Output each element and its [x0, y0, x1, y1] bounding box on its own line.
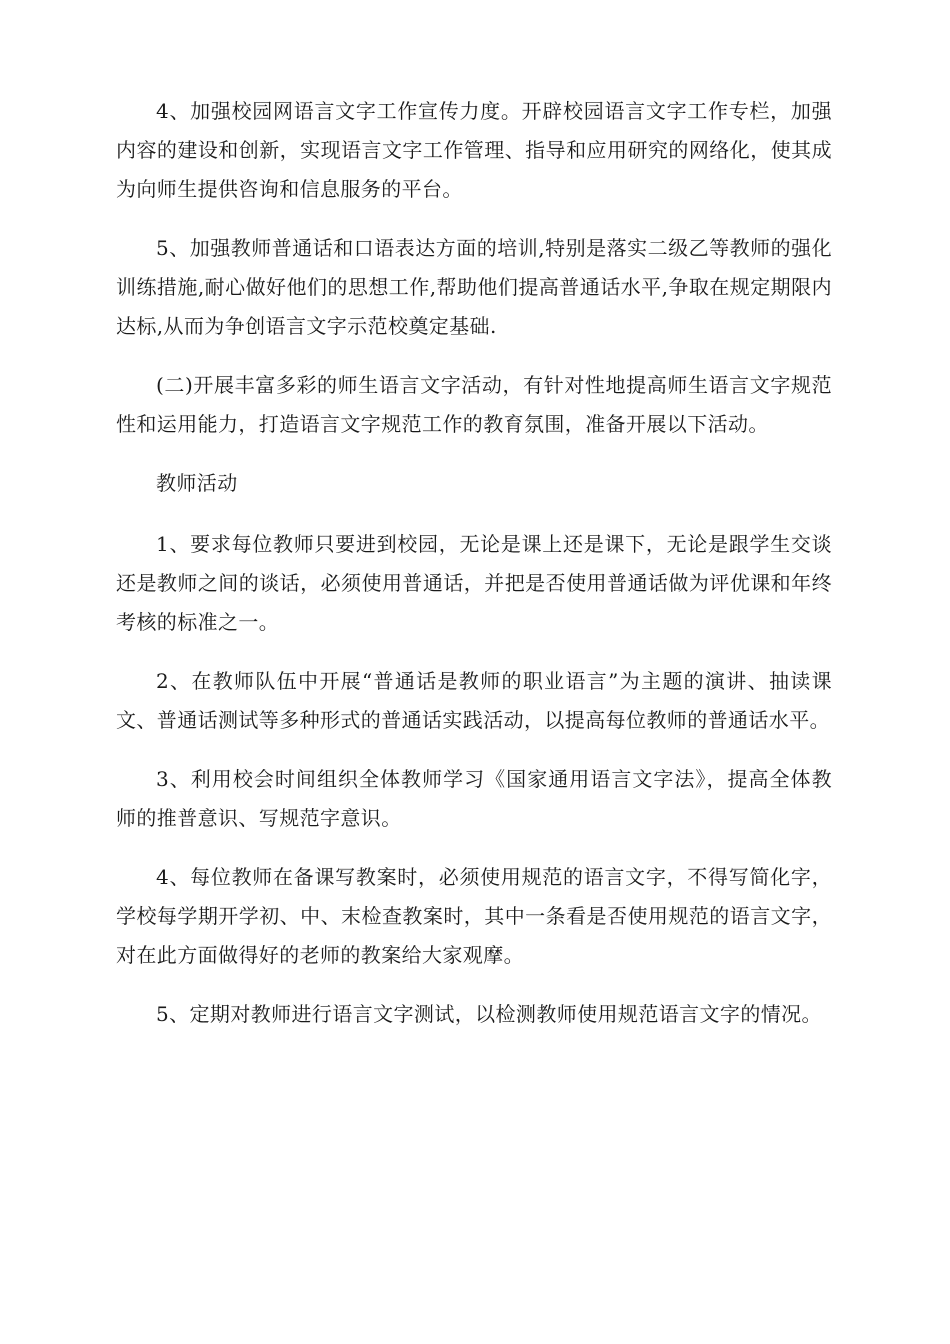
paragraph-activity-3: 3、利用校会时间组织全体教师学习《国家通用语言文字法》，提高全体教师的推普意识、写规范字意识。: [116, 767, 832, 830]
paragraph-activity-5: 5、定期对教师进行语言文字测试，以检测教师使用规范语言文字的情况。: [156, 1002, 822, 1026]
paragraph-activity-1: 1、要求每位教师只要进到校园，无论是课上还是课下，无论是跟学生交谈还是教师之间的谈话，必须使用普通话，并把是否使用普通话做为评优课和年终考核的标准之一。: [116, 532, 832, 634]
paragraph-publicity: 4、加强校园网语言文字工作宣传力度。开辟校园语言文字工作专栏，加强内容的建设和创新，实现语言文字工作管理、指导和应用研究的网络化，使其成为向师生提供咨询和信息服务的平台。: [116, 99, 832, 201]
paragraph-training: 5、加强教师普通话和口语表达方面的培训,特别是落实二级乙等教师的强化训练措施,耐心做好他们的思想工作,帮助他们提高普通话水平,争取在规定期限内达标,从而为争创语言文字示范校奠定基础.: [116, 236, 832, 338]
document-page: [116, 92, 832, 1054]
paragraph-activity-4: 4、每位教师在备课写教案时，必须使用规范的语言文字，不得写简化字，学校每学期开学初、中、末检查教案时，其中一条看是否使用规范的语言文字，对在此方面做得好的老师的教案给大家观摩。: [116, 865, 832, 967]
paragraph-activity-2: 2、在教师队伍中开展“普通话是教师的职业语言”为主题的演讲、抽读课文、普通话测试等多种形式的普通话实践活动，以提高每位教师的普通话水平。: [116, 669, 832, 732]
paragraph-activities-intro: (二)开展丰富多彩的师生语言文字活动，有针对性地提高师生语言文字规范性和运用能力，打造语言文字规范工作的教育氛围，准备开展以下活动。: [116, 373, 832, 436]
section-heading-teacher-activities: 教师活动: [156, 471, 238, 495]
